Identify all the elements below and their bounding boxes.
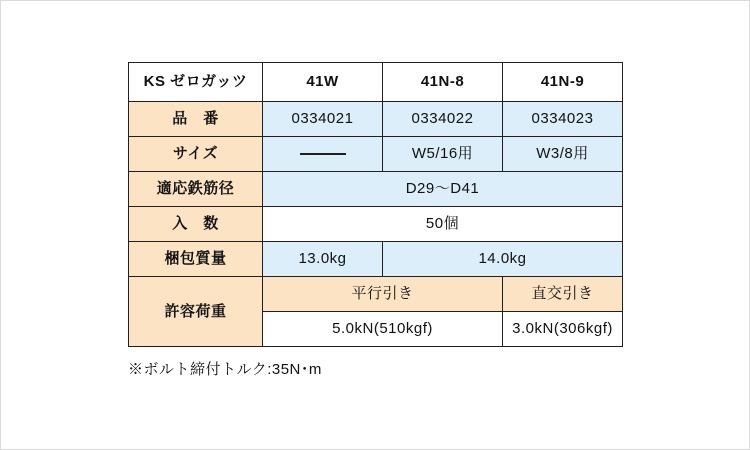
- dash-mark: [300, 153, 346, 156]
- table-row-rebar-diameter: [129, 172, 623, 207]
- part-number-41n8: 0334022: [383, 102, 503, 137]
- row-label-size: サイズ: [129, 137, 263, 172]
- size-41n9: W3/8用: [503, 137, 623, 172]
- table-row-package-weight: [129, 242, 623, 277]
- part-number-41w: 0334021: [263, 102, 383, 137]
- table-row-allowable-load-headers: [129, 277, 623, 312]
- load-value-perpendicular: 3.0kN(306kgf): [503, 312, 623, 347]
- spec-table: [128, 62, 623, 347]
- table-row-header: [129, 63, 623, 102]
- model-column-41n8: 41N-8: [383, 63, 503, 102]
- row-label-quantity: 入 数: [129, 207, 263, 242]
- part-number-41n9: 0334023: [503, 102, 623, 137]
- rebar-diameter-value: D29〜D41: [263, 172, 623, 207]
- row-label-part-number: 品 番: [129, 102, 263, 137]
- size-41n8: W5/16用: [383, 137, 503, 172]
- package-weight-41w: 13.0kg: [263, 242, 383, 277]
- model-column-41w: 41W: [263, 63, 383, 102]
- table-row-quantity: [129, 207, 623, 242]
- size-41w: [263, 137, 383, 172]
- row-label-rebar-diameter: 適応鉄筋径: [129, 172, 263, 207]
- load-direction-parallel: 平行引き: [263, 277, 503, 312]
- torque-note: ※ボルト締付トルク:35N･m: [128, 361, 322, 378]
- load-value-parallel: 5.0kN(510kgf): [263, 312, 503, 347]
- table-row-size: [129, 137, 623, 172]
- row-label-package-weight: 梱包質量: [129, 242, 263, 277]
- row-label-allowable-load: 許容荷重: [129, 277, 263, 347]
- load-direction-perpendicular: 直交引き: [503, 277, 623, 312]
- product-series-name: KS ゼロガッツ: [129, 63, 263, 102]
- table-row-part-number: [129, 102, 623, 137]
- model-column-41n9: 41N-9: [503, 63, 623, 102]
- spec-table-container: [128, 62, 622, 347]
- quantity-value: 50個: [263, 207, 623, 242]
- package-weight-41n: 14.0kg: [383, 242, 623, 277]
